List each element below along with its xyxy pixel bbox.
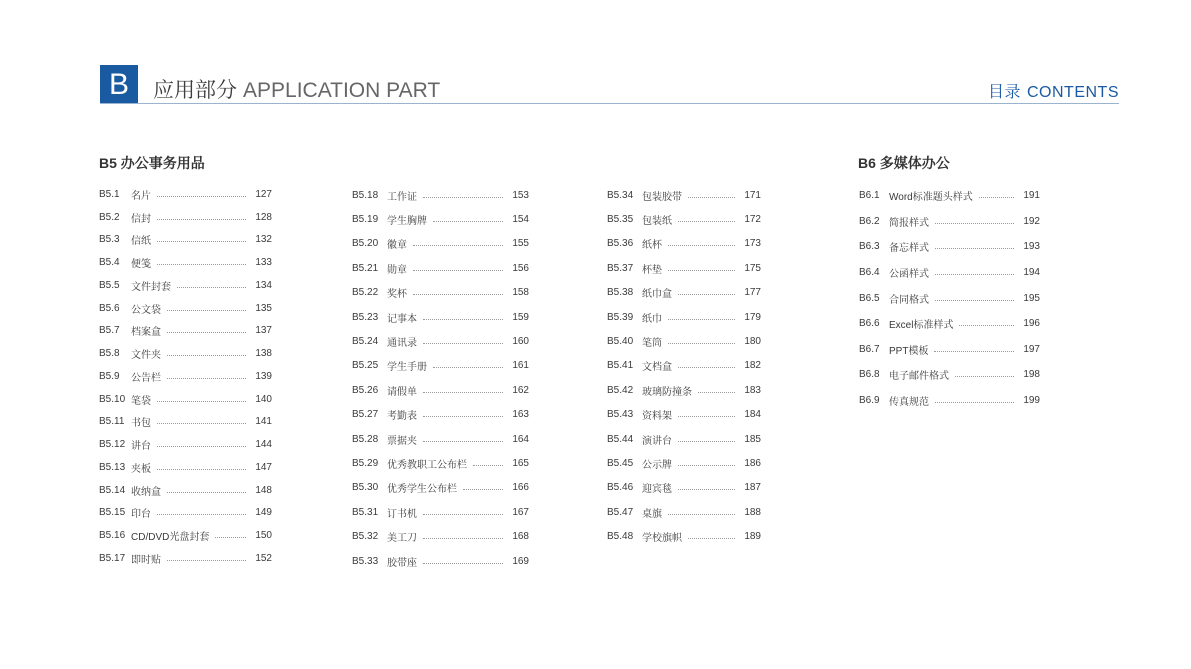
toc-entry-label: 档案盒	[131, 327, 161, 339]
toc-entry-label: 纸巾盒	[642, 289, 672, 301]
toc-entry-code: B5.37	[607, 262, 634, 274]
toc-leader-dots	[935, 402, 1014, 403]
toc-entry-page: 144	[255, 439, 272, 451]
page-title-en: APPLICATION PART	[243, 79, 441, 102]
toc-entry-code: B5.28	[352, 433, 379, 445]
toc-entry-page: 198	[1023, 369, 1040, 381]
toc-entry-page: 188	[744, 506, 761, 518]
toc-entry-label: 印台	[131, 509, 151, 521]
toc-entry[interactable]	[99, 524, 272, 547]
toc-entry-page: 183	[744, 384, 761, 396]
toc-leader-dots	[157, 469, 246, 470]
toc-entry[interactable]	[859, 285, 1040, 311]
toc-entry-page: 184	[744, 409, 761, 421]
toc-entry-page: 191	[1023, 190, 1040, 202]
toc-entry-label: PPT模板	[889, 345, 929, 357]
toc-leader-dots	[157, 423, 246, 424]
toc-leader-dots	[934, 351, 1014, 352]
toc-leader-dots	[177, 287, 246, 288]
toc-entry-page: 139	[255, 370, 272, 382]
toc-entry-label: Word标准题头样式	[889, 192, 973, 204]
toc-entry-page: 149	[255, 507, 272, 519]
toc-entry[interactable]	[607, 232, 761, 256]
toc-leader-dots	[423, 416, 503, 417]
toc-entry-code: B5.12	[99, 439, 126, 451]
toc-entry-label: 纸巾	[642, 313, 662, 325]
toc-leader-dots	[688, 538, 735, 539]
toc-entry[interactable]	[607, 476, 761, 500]
toc-entry-label: CD/DVD光盘封套	[131, 532, 210, 544]
toc-leader-dots	[935, 223, 1014, 224]
toc-entry[interactable]	[99, 365, 272, 388]
contents-heading-cn: 目录	[987, 84, 1021, 101]
toc-entry-code: B5.44	[607, 433, 634, 445]
toc-leader-dots	[423, 392, 503, 393]
toc-entry-code: B5.33	[352, 555, 379, 567]
toc-entry-label: Excel标准样式	[889, 320, 954, 332]
toc-leader-dots	[413, 245, 503, 246]
toc-entry[interactable]	[607, 524, 761, 548]
toc-entry-code: B5.2	[99, 211, 120, 223]
toc-entry-label: 公示牌	[642, 459, 672, 471]
toc-entry-label: 公告栏	[131, 372, 161, 384]
toc-entry-label: 勋章	[387, 264, 407, 276]
toc-entry-code: B6.8	[859, 369, 880, 381]
toc-entry-label: 迎宾毯	[642, 484, 672, 496]
toc-entry-code: B5.17	[99, 552, 126, 564]
toc-leader-dots	[463, 489, 503, 490]
toc-entry[interactable]	[859, 311, 1040, 337]
toc-entry[interactable]	[859, 183, 1040, 209]
toc-entry-code: B5.46	[607, 482, 634, 494]
toc-entry-page: 163	[512, 409, 529, 421]
toc-entry-label: 包装纸	[642, 216, 672, 228]
toc-entry[interactable]	[607, 305, 761, 329]
toc-entry-code: B5.34	[607, 189, 634, 201]
toc-leader-dots	[157, 514, 246, 515]
toc-entry[interactable]	[352, 329, 529, 353]
toc-entry[interactable]	[99, 502, 272, 525]
toc-entry[interactable]	[352, 524, 529, 548]
toc-entry-label: 请假单	[387, 386, 417, 398]
toc-entry-label: 票据夹	[387, 435, 417, 447]
toc-entry-code: B5.24	[352, 336, 379, 348]
toc-leader-dots	[215, 537, 246, 538]
toc-entry-page: 193	[1023, 241, 1040, 253]
toc-entry-label: 传真规范	[889, 397, 929, 409]
toc-entry-label: 桌旗	[642, 508, 662, 520]
toc-entry-label: 订书机	[387, 508, 417, 520]
toc-entry[interactable]	[607, 183, 761, 207]
toc-leader-dots	[678, 465, 735, 466]
toc-entry-code: B5.3	[99, 234, 120, 246]
toc-entry[interactable]	[859, 388, 1040, 414]
toc-entry-page: 162	[512, 384, 529, 396]
toc-entry-page: 159	[512, 311, 529, 323]
toc-entry-label: 名片	[131, 190, 151, 202]
toc-entry[interactable]	[607, 378, 761, 402]
toc-entry-page: 160	[512, 336, 529, 348]
toc-entry[interactable]	[99, 388, 272, 411]
toc-entry-label: 文件夹	[131, 350, 161, 362]
toc-entry-code: B5.42	[607, 384, 634, 396]
toc-entry-page: 165	[512, 457, 529, 469]
toc-entry-label: 讲台	[131, 441, 151, 453]
toc-entry-label: 简报样式	[889, 217, 929, 229]
toc-entry-page: 133	[255, 257, 272, 269]
toc-entry-code: B5.8	[99, 348, 120, 360]
toc-entry[interactable]	[352, 256, 529, 280]
toc-entry-page: 132	[255, 234, 272, 246]
header-divider	[100, 103, 1119, 104]
toc-entry[interactable]	[352, 476, 529, 500]
toc-entry-code: B5.16	[99, 530, 126, 542]
toc-entry-page: 179	[744, 311, 761, 323]
toc-entry-label: 学校旗帜	[642, 533, 682, 545]
toc-leader-dots	[157, 219, 246, 220]
toc-entry-label: 备忘样式	[889, 243, 929, 255]
toc-entry[interactable]	[352, 305, 529, 329]
toc-entry-page: 186	[744, 457, 761, 469]
toc-entry-label: 工作证	[387, 191, 417, 203]
toc-entry[interactable]	[99, 206, 272, 229]
toc-entry-page: 194	[1023, 267, 1040, 279]
toc-entry-label: 便笺	[131, 259, 151, 271]
toc-entry-page: 180	[744, 336, 761, 348]
toc-entry-page: 166	[512, 482, 529, 494]
toc-entry[interactable]	[99, 229, 272, 252]
toc-entry-code: B5.13	[99, 461, 126, 473]
toc-entry-code: B5.5	[99, 279, 120, 291]
toc-entry-code: B5.23	[352, 311, 379, 323]
toc-entry-code: B5.15	[99, 507, 126, 519]
toc-leader-dots	[678, 367, 735, 368]
section-badge: B	[100, 65, 138, 104]
toc-entry[interactable]	[352, 427, 529, 451]
toc-entry-page: 127	[255, 188, 272, 200]
toc-entry[interactable]	[607, 354, 761, 378]
toc-entry[interactable]	[352, 232, 529, 256]
toc-entry-page: 155	[512, 238, 529, 250]
toc-leader-dots	[423, 514, 503, 515]
toc-leader-dots	[413, 270, 503, 271]
toc-entry-label: 考勤表	[387, 411, 417, 423]
toc-entry-code: B5.10	[99, 393, 126, 405]
toc-entry-page: 169	[512, 555, 529, 567]
toc-entry-label: 胶带座	[387, 557, 417, 569]
toc-entry-code: B5.36	[607, 238, 634, 250]
toc-entry-page: 168	[512, 531, 529, 543]
toc-entry-code: B6.5	[859, 292, 880, 304]
toc-leader-dots	[688, 197, 735, 198]
toc-entry-code: B5.45	[607, 457, 634, 469]
toc-entry-label: 杯垫	[642, 264, 662, 276]
toc-entry-label: 收纳盒	[131, 486, 161, 498]
toc-entry[interactable]	[352, 281, 529, 305]
toc-entry-code: B6.3	[859, 241, 880, 253]
toc-entry[interactable]	[99, 411, 272, 434]
toc-entry[interactable]	[352, 549, 529, 573]
toc-entry-page: 195	[1023, 292, 1040, 304]
toc-leader-dots	[668, 270, 735, 271]
toc-entry-label: 学生手册	[387, 362, 427, 374]
toc-entry-label: 美工刀	[387, 533, 417, 545]
toc-entry-code: B5.31	[352, 506, 379, 518]
toc-entry-code: B5.21	[352, 262, 379, 274]
toc-entry-label: 学生胸牌	[387, 216, 427, 228]
toc-entry-label: 书包	[131, 418, 151, 430]
toc-leader-dots	[678, 294, 735, 295]
toc-entry-code: B5.40	[607, 336, 634, 348]
toc-entry[interactable]	[607, 403, 761, 427]
section-title-b5: B5 办公事务用品	[99, 155, 205, 171]
toc-entry-code: B5.48	[607, 531, 634, 543]
toc-entry[interactable]	[352, 183, 529, 207]
toc-entry-code: B6.2	[859, 215, 880, 227]
toc-entry-code: B5.7	[99, 325, 120, 337]
toc-entry-code: B5.1	[99, 188, 120, 200]
toc-entry[interactable]	[607, 427, 761, 451]
toc-entry-code: B5.25	[352, 360, 379, 372]
toc-leader-dots	[157, 446, 246, 447]
toc-entry-label: 资料架	[642, 411, 672, 423]
toc-entry-label: 纸杯	[642, 240, 662, 252]
toc-entry[interactable]	[99, 274, 272, 297]
toc-leader-dots	[167, 492, 246, 493]
toc-entry[interactable]	[607, 256, 761, 280]
toc-entry-code: B6.6	[859, 318, 880, 330]
toc-leader-dots	[167, 310, 246, 311]
toc-entry-code: B5.41	[607, 360, 634, 372]
page-title-cn: 应用部分	[153, 79, 237, 102]
toc-entry-label: 文件封套	[131, 281, 171, 293]
toc-entry-label: 公文袋	[131, 304, 161, 316]
toc-leader-dots	[423, 441, 503, 442]
toc-entry[interactable]	[99, 547, 272, 570]
toc-entry-page: 161	[512, 360, 529, 372]
toc-entry-code: B5.38	[607, 287, 634, 299]
toc-entry-page: 167	[512, 506, 529, 518]
toc-leader-dots	[157, 241, 246, 242]
toc-entry-page: 140	[255, 393, 272, 405]
toc-leader-dots	[423, 538, 503, 539]
toc-entry[interactable]	[607, 281, 761, 305]
toc-entry[interactable]	[607, 207, 761, 231]
toc-entry-page: 156	[512, 262, 529, 274]
toc-entry-page: 172	[744, 214, 761, 226]
contents-heading	[988, 79, 1119, 102]
toc-leader-dots	[668, 343, 735, 344]
toc-entry-label: 玻璃防撞条	[642, 386, 692, 398]
toc-entry-code: B5.18	[352, 189, 379, 201]
toc-entry[interactable]	[607, 500, 761, 524]
toc-leader-dots	[668, 245, 735, 246]
toc-entry-label: 徽章	[387, 240, 407, 252]
toc-leader-dots	[157, 264, 246, 265]
toc-entry-label: 信封	[131, 213, 151, 225]
toc-entry[interactable]	[352, 378, 529, 402]
toc-entry[interactable]	[607, 329, 761, 353]
toc-entry-code: B5.6	[99, 302, 120, 314]
toc-entry-page: 128	[255, 211, 272, 223]
toc-entry[interactable]	[99, 183, 272, 206]
toc-entry-code: B5.39	[607, 311, 634, 323]
toc-entry-code: B5.9	[99, 370, 120, 382]
toc-entry[interactable]	[352, 354, 529, 378]
toc-entry[interactable]	[352, 403, 529, 427]
section-title-b6: B6 多媒体办公	[858, 155, 950, 171]
toc-entry-label: 笔袋	[131, 395, 151, 407]
toc-entry[interactable]	[99, 479, 272, 502]
toc-entry-page: 185	[744, 433, 761, 445]
toc-entry[interactable]	[352, 451, 529, 475]
toc-entry-code: B6.1	[859, 190, 880, 202]
toc-entry-page: 196	[1023, 318, 1040, 330]
toc-entry-code: B6.4	[859, 267, 880, 279]
toc-leader-dots	[423, 563, 503, 564]
toc-leader-dots	[167, 560, 246, 561]
toc-entry-code: B6.7	[859, 343, 880, 355]
toc-entry-page: 134	[255, 279, 272, 291]
toc-leader-dots	[157, 401, 246, 402]
toc-entry-label: 通讯录	[387, 338, 417, 350]
toc-entry-page: 177	[744, 287, 761, 299]
toc-entry-page: 182	[744, 360, 761, 372]
toc-entry[interactable]	[99, 433, 272, 456]
toc-leader-dots	[157, 196, 246, 197]
toc-entry-page: 173	[744, 238, 761, 250]
toc-leader-dots	[413, 294, 503, 295]
toc-entry-page: 138	[255, 348, 272, 360]
toc-entry[interactable]	[859, 337, 1040, 363]
toc-entry-page: 187	[744, 482, 761, 494]
toc-entry-code: B5.27	[352, 409, 379, 421]
toc-leader-dots	[935, 248, 1014, 249]
toc-entry[interactable]	[607, 451, 761, 475]
toc-entry[interactable]	[99, 297, 272, 320]
toc-entry[interactable]	[99, 320, 272, 343]
toc-entry-code: B5.35	[607, 214, 634, 226]
toc-entry-page: 152	[255, 552, 272, 564]
toc-entry-page: 158	[512, 287, 529, 299]
toc-leader-dots	[678, 441, 735, 442]
toc-entry-page: 148	[255, 484, 272, 496]
toc-entry-page: 199	[1023, 395, 1040, 407]
toc-entry-page: 189	[744, 531, 761, 543]
toc-leader-dots	[423, 197, 503, 198]
toc-entry-page: 171	[744, 189, 761, 201]
toc-entry-page: 137	[255, 325, 272, 337]
toc-entry-label: 公函样式	[889, 269, 929, 281]
toc-leader-dots	[668, 319, 735, 320]
toc-entry-page: 135	[255, 302, 272, 314]
toc-leader-dots	[678, 416, 735, 417]
toc-entry-code: B5.26	[352, 384, 379, 396]
toc-entry-code: B5.43	[607, 409, 634, 421]
toc-leader-dots	[698, 392, 735, 393]
toc-leader-dots	[473, 465, 503, 466]
toc-entry-label: 优秀学生公布栏	[387, 484, 457, 496]
toc-leader-dots	[678, 489, 735, 490]
toc-leader-dots	[935, 300, 1014, 301]
toc-column-1	[99, 183, 272, 570]
toc-entry[interactable]	[859, 260, 1040, 286]
toc-entry[interactable]	[99, 456, 272, 479]
toc-entry-page: 164	[512, 433, 529, 445]
toc-entry-page: 150	[255, 530, 272, 542]
toc-entry[interactable]	[859, 209, 1040, 235]
toc-entry-label: 夹板	[131, 463, 151, 475]
toc-leader-dots	[423, 343, 503, 344]
toc-entry[interactable]	[352, 207, 529, 231]
contents-heading-en: CONTENTS	[1027, 84, 1119, 101]
toc-entry-label: 文档盒	[642, 362, 672, 374]
toc-entry-code: B5.29	[352, 457, 379, 469]
toc-entry-code: B5.47	[607, 506, 634, 518]
toc-leader-dots	[433, 221, 503, 222]
toc-entry[interactable]	[99, 251, 272, 274]
toc-entry[interactable]	[352, 500, 529, 524]
toc-entry[interactable]	[859, 362, 1040, 388]
toc-entry-code: B5.11	[99, 416, 125, 428]
toc-entry[interactable]	[99, 342, 272, 365]
toc-entry-page: 197	[1023, 343, 1040, 355]
toc-entry-label: 奖杯	[387, 289, 407, 301]
toc-leader-dots	[167, 355, 246, 356]
toc-entry-code: B5.32	[352, 531, 379, 543]
toc-leader-dots	[979, 197, 1014, 198]
toc-entry-code: B5.30	[352, 482, 379, 494]
toc-leader-dots	[959, 325, 1014, 326]
toc-leader-dots	[668, 514, 735, 515]
toc-entry-page: 175	[744, 262, 761, 274]
toc-leader-dots	[955, 376, 1014, 377]
toc-entry-page: 141	[255, 416, 272, 428]
toc-entry-page: 147	[255, 461, 272, 473]
toc-leader-dots	[678, 221, 735, 222]
toc-entry-code: B5.22	[352, 287, 379, 299]
page-title	[153, 74, 440, 104]
toc-entry-label: 合同格式	[889, 294, 929, 306]
toc-column-3	[607, 183, 761, 549]
toc-entry-code: B5.19	[352, 214, 379, 226]
toc-entry-code: B5.20	[352, 238, 379, 250]
toc-entry-page: 192	[1023, 215, 1040, 227]
toc-entry-code: B5.14	[99, 484, 126, 496]
toc-entry-label: 优秀教职工公布栏	[387, 459, 467, 471]
toc-leader-dots	[167, 378, 246, 379]
toc-entry-code: B5.4	[99, 257, 120, 269]
toc-entry[interactable]	[859, 234, 1040, 260]
toc-entry-label: 记事本	[387, 313, 417, 325]
toc-entry-code: B6.9	[859, 395, 880, 407]
toc-leader-dots	[167, 332, 246, 333]
toc-leader-dots	[433, 367, 503, 368]
toc-entry-label: 信纸	[131, 236, 151, 248]
toc-leader-dots	[423, 319, 503, 320]
toc-column-4	[859, 183, 1040, 413]
toc-entry-label: 笔筒	[642, 338, 662, 350]
toc-entry-label: 包装胶带	[642, 191, 682, 203]
toc-entry-label: 演讲台	[642, 435, 672, 447]
toc-entry-label: 即时贴	[131, 554, 161, 566]
toc-column-2	[352, 183, 529, 573]
toc-leader-dots	[935, 274, 1014, 275]
toc-entry-label: 电子邮件格式	[889, 371, 949, 383]
toc-entry-page: 154	[512, 214, 529, 226]
toc-entry-page: 153	[512, 189, 529, 201]
